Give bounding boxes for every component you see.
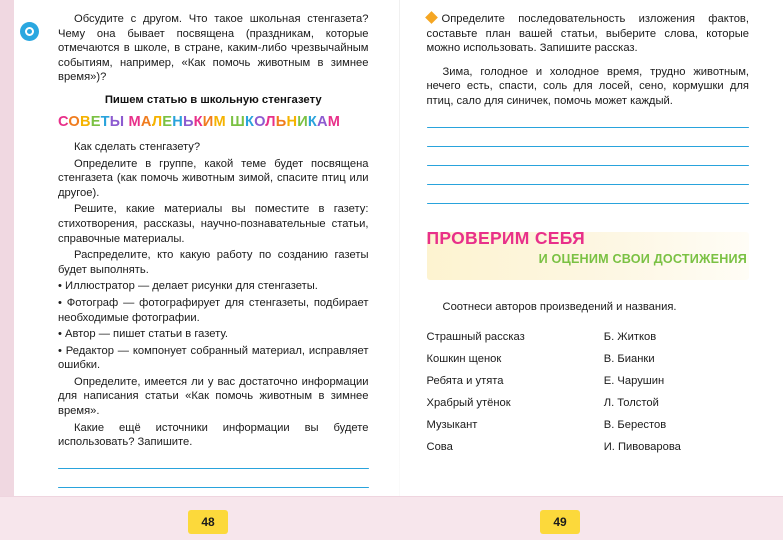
heading-letter: М	[327, 113, 341, 130]
body-paragraph-0: Как сделать стенгазету?	[74, 140, 201, 153]
writing-line[interactable]	[58, 487, 369, 488]
body-paragraph-2: Решите, какие материалы вы поместите в газету: стихотворения, рассказы, научно-познавательные статьи, справочные материалы.	[58, 203, 369, 245]
writing-line[interactable]	[427, 203, 750, 204]
heading-letter: Ь	[182, 113, 194, 130]
check-yourself-title: ПРОВЕРИМ СЕБЯ	[426, 227, 586, 248]
task-paragraph	[427, 12, 750, 56]
heading-letter: И	[202, 113, 214, 130]
sample-text: Зима, голодное и холодное время, трудно животным, нечего есть, спасти, соль для лосей, сено, кормушки для птиц, сало для синичек, помочь может каждый.	[426, 65, 749, 107]
list-item[interactable]: В. Бианки	[603, 353, 655, 366]
heading-letter: Е	[162, 113, 173, 130]
heading-letter: К	[244, 113, 255, 130]
page-number-left: 48	[188, 510, 228, 534]
heading-letter: М	[128, 113, 141, 130]
heading-letter: С	[58, 113, 69, 130]
section-title: Пишем статью в школьную стенгазету	[104, 93, 322, 106]
left-page	[14, 0, 399, 496]
heading-letter: И	[297, 113, 308, 130]
authors-column	[588, 326, 749, 458]
heading-letter: М	[213, 113, 226, 130]
body-paragraph-3: Распределите, кто какую работу по созданию газеты будет выполнять.	[58, 249, 369, 276]
heading-letter: А	[140, 113, 152, 130]
advice-heading	[58, 114, 369, 130]
match-lists	[427, 326, 750, 458]
left-margin-decoration	[0, 0, 14, 540]
heading-letter: Н	[172, 113, 183, 130]
page-number-right: 49	[540, 510, 580, 534]
writing-line[interactable]	[427, 127, 750, 128]
role-bullet-0: • Иллюстратор — делает рисунки для стенгазеты.	[58, 280, 318, 293]
right-writing-lines[interactable]	[427, 127, 750, 204]
writing-line[interactable]	[427, 184, 750, 185]
check-yourself-banner	[427, 228, 750, 284]
heading-letter: Н	[286, 113, 298, 130]
heading-letter: О	[254, 113, 266, 130]
heading-letter: Е	[90, 113, 101, 130]
bottom-margin-decoration	[0, 496, 783, 540]
list-item[interactable]: Сова	[426, 441, 453, 454]
writing-line[interactable]	[58, 468, 369, 469]
spread-content	[14, 0, 783, 496]
body-tail-1: Какие ещё источники информации вы будете использовать? Запишите.	[58, 421, 369, 449]
list-item[interactable]: Музыкант	[426, 419, 478, 432]
heading-letter: Ш	[230, 113, 245, 130]
list-item[interactable]: Кошкин щенок	[426, 353, 502, 366]
role-bullet-1: • Фотограф — фотографирует для стенгазеты, подбирает необходимые фотографии.	[58, 296, 369, 324]
heading-letter: О	[68, 113, 80, 130]
orange-diamond-icon	[425, 11, 438, 24]
heading-letter: Ы	[109, 113, 125, 130]
writing-line[interactable]	[427, 146, 750, 147]
heading-letter: Т	[100, 113, 110, 130]
body-tail-0: Определите, имеется ли у вас достаточно информации для написания статьи «Как помочь животным в зимнее время».	[58, 375, 369, 418]
heading-letter: К	[193, 113, 203, 130]
list-item[interactable]: Е. Чарушин	[603, 375, 665, 388]
titles-column	[427, 326, 588, 458]
list-item[interactable]: Храбрый утёнок	[426, 397, 511, 410]
task-text: Определите последовательность изложения фактов, составьте план вашей статьи, выберите слова, которые можно использовать. Запишите рассказ.	[426, 13, 749, 55]
titles-list	[427, 326, 588, 458]
heading-letter: Л	[265, 113, 276, 130]
body-paragraph-1: Определите в группе, какой теме будет посвящена стенгазета (как помочь животным зимой, спасите птиц или другое).	[58, 157, 369, 199]
list-item[interactable]: Ребята и утята	[426, 375, 504, 388]
heading-letter: К	[307, 113, 317, 130]
role-bullet-2: • Автор — пишет статьи в газету.	[58, 328, 228, 341]
list-item[interactable]: В. Берестов	[603, 419, 667, 432]
check-yourself-subtitle: И ОЦЕНИМ СВОИ ДОСТИЖЕНИЯ	[538, 251, 747, 266]
authors-list	[588, 326, 749, 458]
list-item[interactable]: И. Пивоварова	[603, 441, 681, 454]
writing-line[interactable]	[427, 165, 750, 166]
heading-letter: Л	[151, 113, 163, 130]
question-circle-icon	[20, 22, 39, 41]
list-item[interactable]: Л. Толстой	[603, 397, 659, 410]
role-bullet-3: • Редактор — компонует собранный материал, исправляет ошибки.	[58, 344, 369, 372]
heading-letter: В	[79, 113, 91, 130]
heading-letter: А	[317, 113, 328, 130]
list-item[interactable]: Б. Житков	[603, 331, 657, 344]
discuss-paragraph: Обсудите с другом. Что такое школьная стенгазета? Чему она бывает посвящена (праздникам, которые отмечаются в школе, в стране, каким-либо чрезвычайным событиям, например, «Как помочь животным в зимнее время»)?	[58, 13, 369, 84]
heading-letter: Ь	[275, 113, 287, 130]
match-instruction: Соотнеси авторов произведений и названия.	[442, 300, 677, 313]
left-writing-lines[interactable]	[58, 468, 369, 488]
right-page	[399, 0, 783, 496]
list-item[interactable]: Страшный рассказ	[426, 331, 525, 344]
spacer	[427, 58, 750, 65]
